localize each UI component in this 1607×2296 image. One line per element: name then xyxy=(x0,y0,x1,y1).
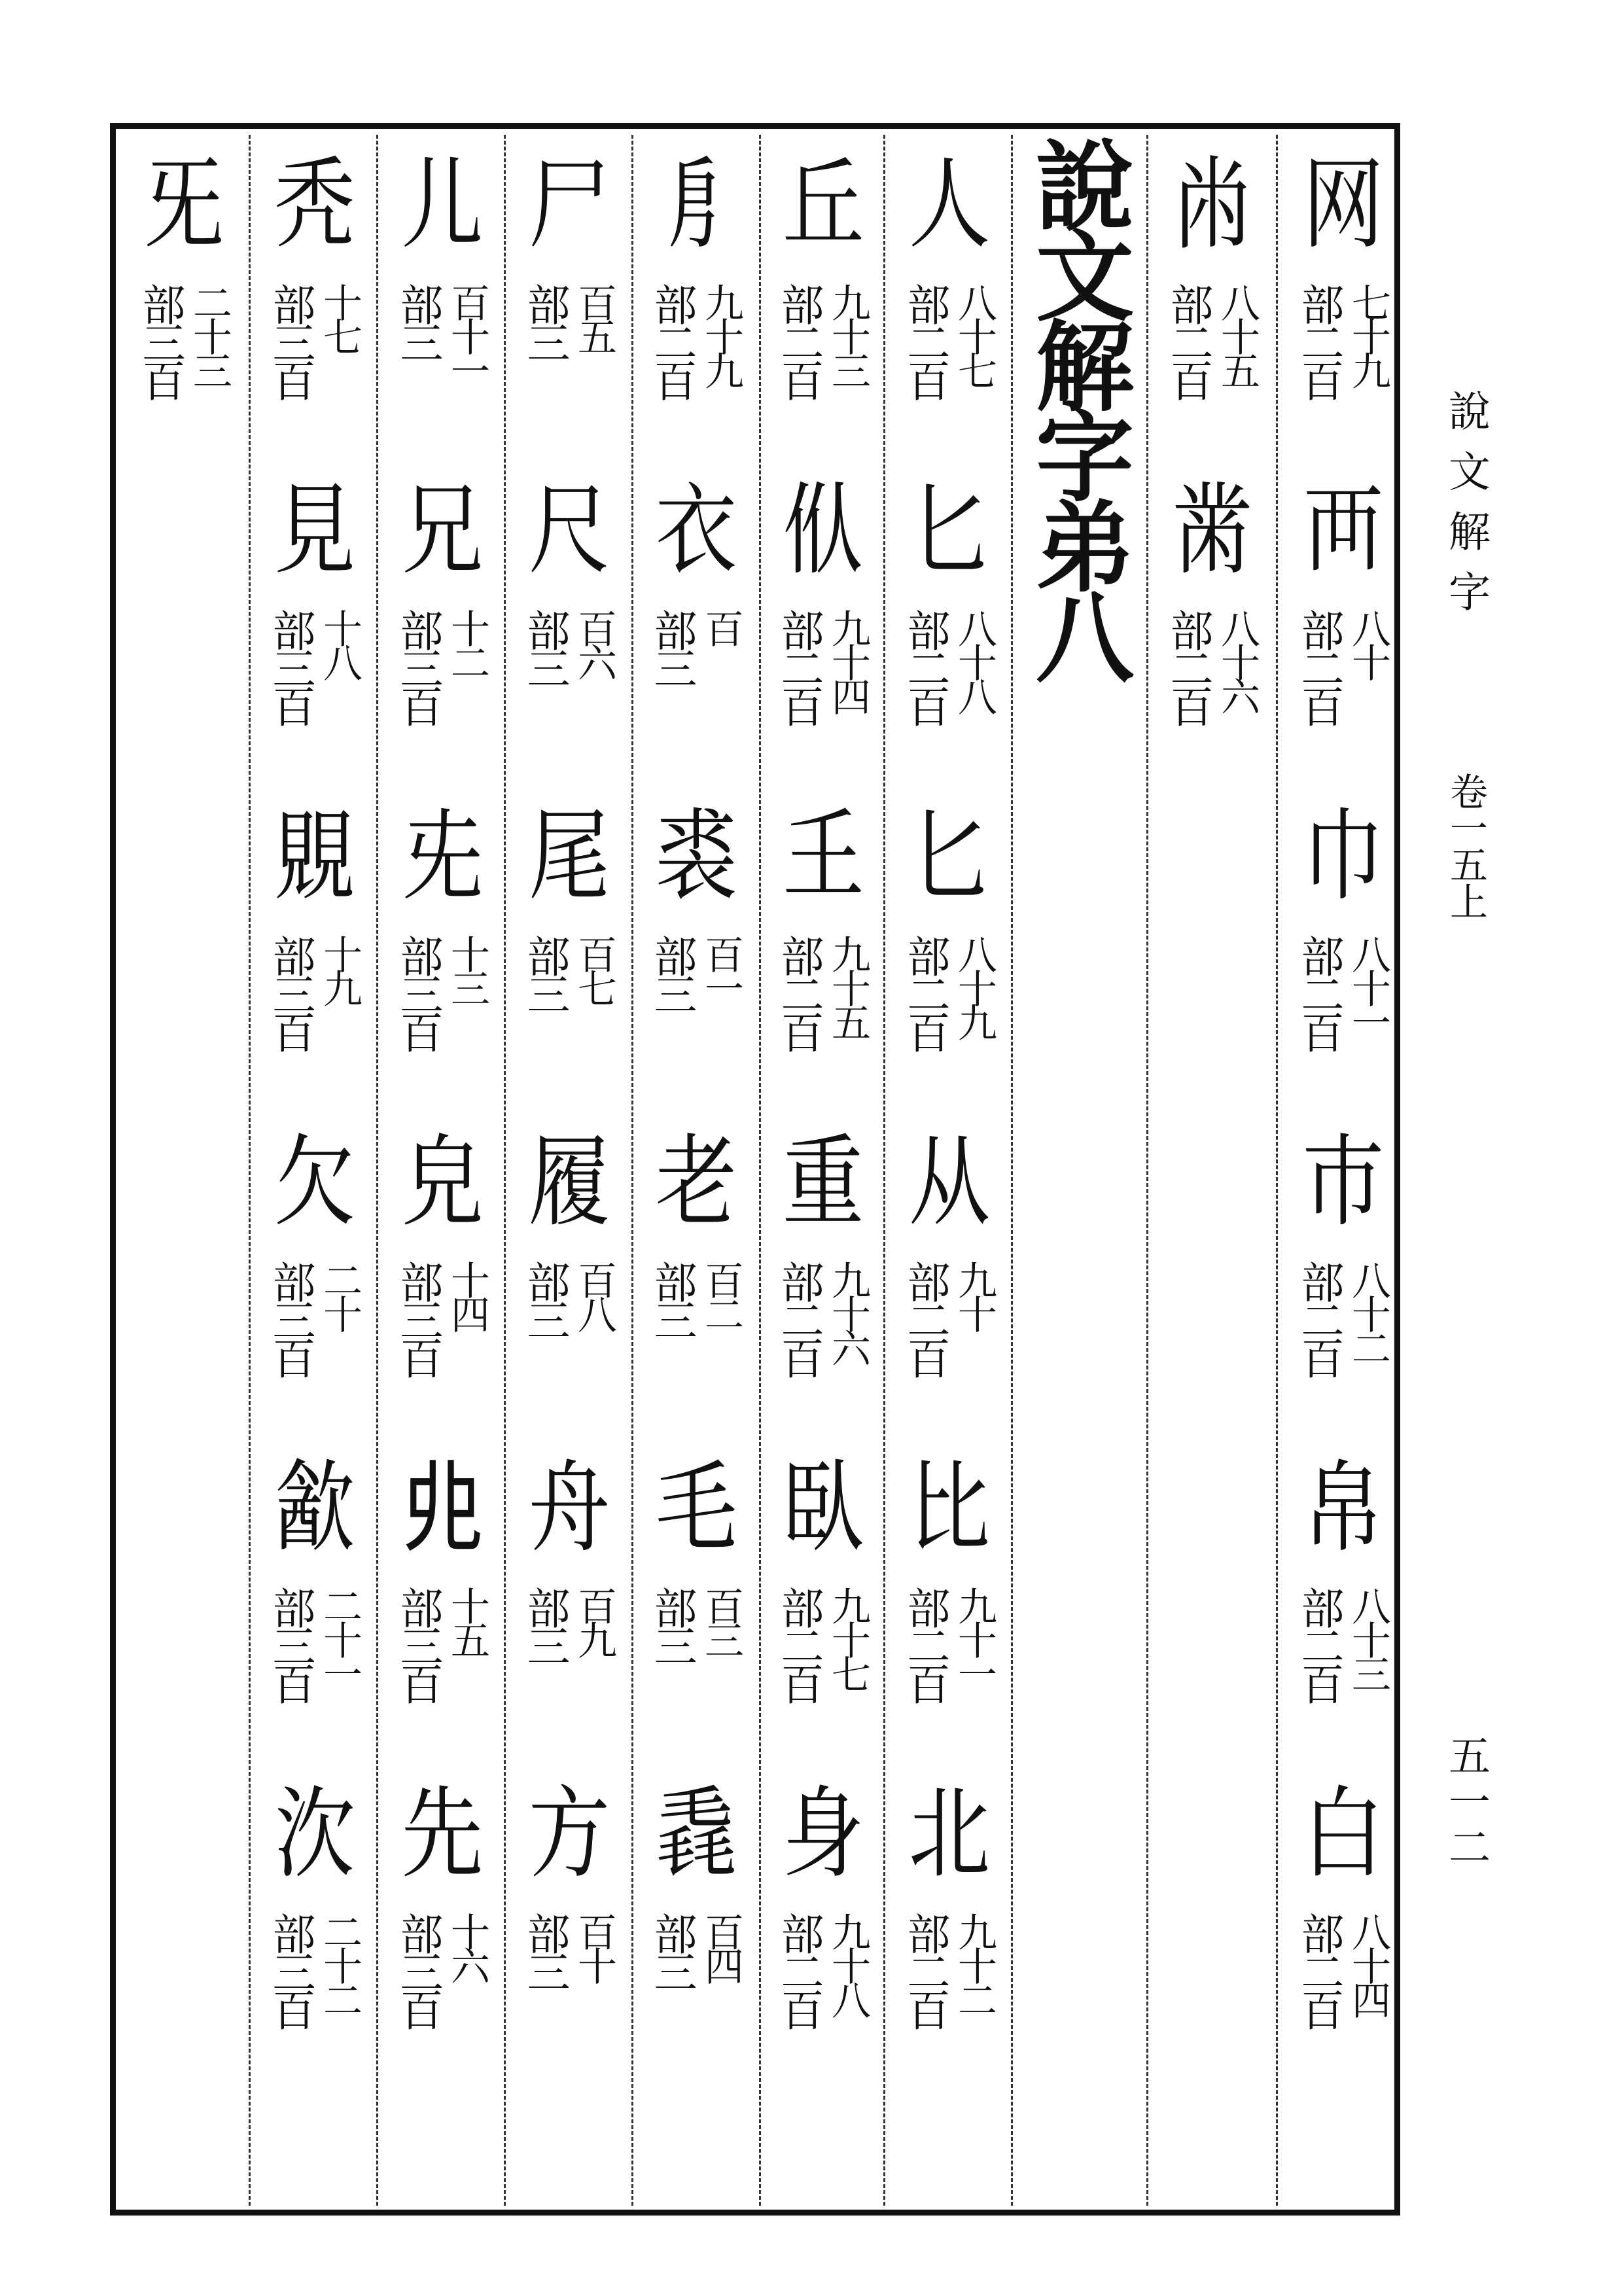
section-number: 百九 xyxy=(571,1586,617,1654)
section-label: 部二百 xyxy=(1294,609,1344,722)
radical-entry xyxy=(507,1764,631,2090)
seal-character: 臥 xyxy=(782,1450,864,1566)
section-number: 八十五 xyxy=(1214,283,1260,385)
radical-entry xyxy=(761,1438,885,1764)
seal-character: 兄 xyxy=(401,472,484,588)
section-label: 部二百 xyxy=(1294,934,1344,1048)
radical-entry xyxy=(887,1438,1012,1764)
radical-entry xyxy=(380,1764,504,2090)
seal-character: 𠑹 xyxy=(401,1450,484,1566)
section-number: 十八 xyxy=(317,609,362,677)
section-number: 八十 xyxy=(1345,609,1391,677)
margin-juan xyxy=(1426,772,1505,919)
section-label: 部三百 xyxy=(393,609,443,722)
section-number: 十六 xyxy=(444,1912,490,1980)
radical-entry xyxy=(761,1112,885,1438)
section-label: 部三百 xyxy=(135,283,185,397)
seal-character: 人 xyxy=(908,147,991,262)
section-number: 八十二 xyxy=(1345,1260,1391,1362)
section-label: 部二百 xyxy=(1163,283,1213,397)
section-number: 八十三 xyxy=(1345,1586,1391,1688)
radical-entry xyxy=(507,786,631,1112)
section-label: 部三 xyxy=(520,934,570,1010)
radical-column xyxy=(505,135,633,2206)
book-title: 說文解字 xyxy=(1441,389,1490,630)
section-label: 部三百 xyxy=(265,1912,315,2026)
seal-character: 先 xyxy=(401,1776,484,1892)
radical-entry xyxy=(380,786,504,1112)
section-label: 部三百 xyxy=(265,1260,315,1374)
section-label: 部三百 xyxy=(265,609,315,722)
radical-entry xyxy=(887,461,1012,786)
section-number: 九十四 xyxy=(825,609,871,711)
section-label: 部二百 xyxy=(773,1260,824,1374)
seal-character: 匕 xyxy=(908,472,991,588)
seal-character: 㱃 xyxy=(274,1450,356,1566)
seal-character: 覞 xyxy=(274,798,356,914)
radical-entry xyxy=(1150,135,1275,461)
section-number: 十二 xyxy=(444,609,490,677)
seal-character: 从 xyxy=(908,1124,991,1240)
radical-entry xyxy=(887,135,1012,461)
section-number: 百二 xyxy=(698,1260,744,1328)
seal-character: 丘 xyxy=(782,147,864,262)
section-label: 部二百 xyxy=(900,283,950,397)
section-number: 百一 xyxy=(698,934,744,1002)
seal-character: 黹 xyxy=(1171,472,1254,588)
section-label: 部二百 xyxy=(773,609,824,722)
page-number: 五一二 xyxy=(1441,1734,1490,1871)
seal-character: 白 xyxy=(1302,1776,1385,1892)
seal-character: 㐆 xyxy=(655,147,737,262)
seal-character: 帛 xyxy=(1302,1450,1385,1566)
section-number: 八十六 xyxy=(1214,609,1260,711)
radical-column xyxy=(378,135,506,2206)
radical-entry xyxy=(253,786,377,1112)
radical-entry xyxy=(380,1112,504,1438)
section-number: 八十一 xyxy=(1345,934,1391,1036)
radical-column xyxy=(1148,135,1277,2206)
seal-character: 裘 xyxy=(655,798,737,914)
section-label: 部三百 xyxy=(393,1912,443,2026)
radical-entry xyxy=(380,461,504,786)
section-label: 部二百 xyxy=(900,1586,950,1700)
section-number: 百三 xyxy=(698,1586,744,1654)
juan-label: 卷一五上 xyxy=(1443,772,1488,919)
section-label: 部三 xyxy=(520,1912,570,1988)
section-label: 部三 xyxy=(646,609,697,684)
section-number: 九十 xyxy=(951,1260,997,1328)
radical-column xyxy=(251,135,379,2206)
section-number: 二十 xyxy=(317,1260,362,1328)
seal-character: 身 xyxy=(782,1776,864,1892)
radical-entry xyxy=(1281,786,1405,1112)
section-label: 部二百 xyxy=(773,934,824,1048)
radical-entry xyxy=(634,1438,758,1764)
section-number: 二十二 xyxy=(317,1912,362,2014)
radical-column xyxy=(885,135,1014,2206)
section-number: 八十四 xyxy=(1345,1912,1391,2014)
section-number: 二十一 xyxy=(317,1586,362,1688)
section-number: 九十八 xyxy=(825,1912,871,2014)
radical-entry xyxy=(507,1112,631,1438)
seal-character: 旡 xyxy=(143,147,226,262)
seal-character: 匕 xyxy=(908,798,991,914)
section-label: 部二百 xyxy=(1294,1260,1344,1374)
radical-entry xyxy=(1281,1764,1405,2090)
section-number: 九十九 xyxy=(698,283,744,385)
section-number: 九十三 xyxy=(825,283,871,385)
section-label: 部三百 xyxy=(393,934,443,1048)
radical-entry xyxy=(634,786,758,1112)
seal-character: 毳 xyxy=(655,1776,737,1892)
seal-character: 皃 xyxy=(401,1124,484,1240)
section-label: 部三 xyxy=(646,1586,697,1662)
section-label: 部三 xyxy=(520,283,570,359)
seal-character: 見 xyxy=(274,472,356,588)
seal-character: 襾 xyxy=(1302,472,1385,588)
radical-entry xyxy=(253,461,377,786)
section-label: 部二百 xyxy=(1294,283,1344,397)
section-label: 部二百 xyxy=(773,1586,824,1700)
margin-book-title xyxy=(1426,389,1505,630)
section-number: 十四 xyxy=(444,1260,490,1328)
radical-entry xyxy=(253,135,377,461)
seal-character: 方 xyxy=(528,1776,610,1892)
section-number: 百七 xyxy=(571,934,617,1002)
radical-entry xyxy=(887,1764,1012,2090)
radical-entry xyxy=(507,135,631,461)
section-number: 十九 xyxy=(317,934,362,1002)
seal-character: 㳄 xyxy=(274,1776,356,1892)
radical-entry xyxy=(507,461,631,786)
seal-character: 兂 xyxy=(401,798,484,914)
section-number: 九十七 xyxy=(825,1586,871,1688)
radical-column xyxy=(120,135,249,2206)
seal-character: 履 xyxy=(528,1124,610,1240)
radical-entry xyxy=(1281,461,1405,786)
section-label: 部三 xyxy=(520,609,570,684)
section-number: 百十 xyxy=(571,1912,617,1980)
radical-entry xyxy=(761,461,885,786)
radical-entry xyxy=(887,786,1012,1112)
radical-column xyxy=(1279,135,1407,2206)
radical-entry xyxy=(1281,135,1405,461)
section-label: 部二百 xyxy=(1294,1586,1344,1700)
radical-entry xyxy=(380,1438,504,1764)
seal-character: 秃 xyxy=(274,147,356,262)
radical-entry xyxy=(761,786,885,1112)
radical-column xyxy=(632,135,760,2206)
seal-character: 尾 xyxy=(528,798,610,914)
section-number: 八十七 xyxy=(951,283,997,385)
section-number: 七十九 xyxy=(1345,283,1391,385)
seal-character: 尺 xyxy=(528,472,610,588)
section-label: 部三 xyxy=(646,1912,697,1988)
radical-entry xyxy=(887,1112,1012,1438)
seal-character: 北 xyxy=(908,1776,991,1892)
section-number: 十七 xyxy=(317,283,362,351)
seal-character: 衣 xyxy=(655,472,737,588)
seal-character: 比 xyxy=(908,1450,991,1566)
seal-character: 㐺 xyxy=(782,472,864,588)
seal-character: 老 xyxy=(655,1124,737,1240)
radical-entry xyxy=(761,135,885,461)
section-number: 九十六 xyxy=(825,1260,871,1362)
seal-character: 𡈼 xyxy=(782,798,864,914)
seal-character: 重 xyxy=(782,1124,864,1240)
section-label: 部二百 xyxy=(773,1912,824,2026)
section-number: 二十三 xyxy=(186,283,232,385)
section-label: 部二百 xyxy=(773,283,824,397)
section-number: 十三 xyxy=(444,934,490,1002)
section-number: 百四 xyxy=(698,1912,744,1980)
section-number: 八十八 xyxy=(951,609,997,711)
seal-character: 舟 xyxy=(528,1450,610,1566)
section-label: 部三 xyxy=(646,1260,697,1336)
seal-character: 尸 xyxy=(528,147,610,262)
seal-character: 巿 xyxy=(1302,1124,1385,1240)
section-label: 部三百 xyxy=(265,283,315,397)
section-number: 百六 xyxy=(571,609,617,677)
section-number: 百十一 xyxy=(444,283,490,385)
section-label: 部二百 xyxy=(1294,1912,1344,2026)
radical-entry xyxy=(1281,1112,1405,1438)
radical-entry xyxy=(253,1764,377,2090)
radical-entry xyxy=(253,1438,377,1764)
section-label: 部二百 xyxy=(900,934,950,1048)
radical-entry xyxy=(122,135,247,461)
section-label: 部二百 xyxy=(646,283,697,397)
radical-entry xyxy=(1150,461,1275,786)
section-number: 百八 xyxy=(571,1260,617,1328)
section-label: 部三百 xyxy=(393,1586,443,1700)
section-number: 九十五 xyxy=(825,934,871,1036)
seal-character: 儿 xyxy=(401,147,484,262)
section-number: 九十二 xyxy=(951,1912,997,2014)
section-label: 部二百 xyxy=(900,1260,950,1374)
section-label: 部二百 xyxy=(1163,609,1213,722)
seal-character: 㡀 xyxy=(1171,147,1254,262)
volume-title-column xyxy=(1017,135,1135,677)
section-number: 八十九 xyxy=(951,934,997,1036)
section-label: 部三 xyxy=(646,934,697,1010)
radical-entry xyxy=(253,1112,377,1438)
section-label: 部三百 xyxy=(265,1586,315,1700)
seal-character: 网 xyxy=(1302,147,1385,262)
section-label: 部二百 xyxy=(900,609,950,722)
radical-entry xyxy=(761,1764,885,2090)
radical-column xyxy=(759,135,887,2206)
margin-page-number xyxy=(1426,1734,1505,1871)
section-label: 部三百 xyxy=(265,934,315,1048)
section-label: 部三 xyxy=(520,1586,570,1662)
radical-entry xyxy=(634,1764,758,2090)
radical-entry xyxy=(1281,1438,1405,1764)
radical-entry xyxy=(634,135,758,461)
volume-title: 說文解字弟八 xyxy=(1019,135,1134,677)
seal-character: 巾 xyxy=(1302,798,1385,914)
section-label: 部三 xyxy=(393,283,443,359)
section-number: 九十一 xyxy=(951,1586,997,1688)
section-label: 部三百 xyxy=(393,1260,443,1374)
section-label: 部三 xyxy=(520,1260,570,1336)
section-label: 部二百 xyxy=(900,1912,950,2026)
seal-character: 毛 xyxy=(655,1450,737,1566)
seal-character: 欠 xyxy=(274,1124,356,1240)
radical-entry xyxy=(507,1438,631,1764)
radical-entry xyxy=(634,1112,758,1438)
section-number: 百五 xyxy=(571,283,617,351)
radical-entry xyxy=(380,135,504,461)
section-number: 百 xyxy=(698,609,744,643)
radical-entry xyxy=(634,461,758,786)
section-number: 十五 xyxy=(444,1586,490,1654)
